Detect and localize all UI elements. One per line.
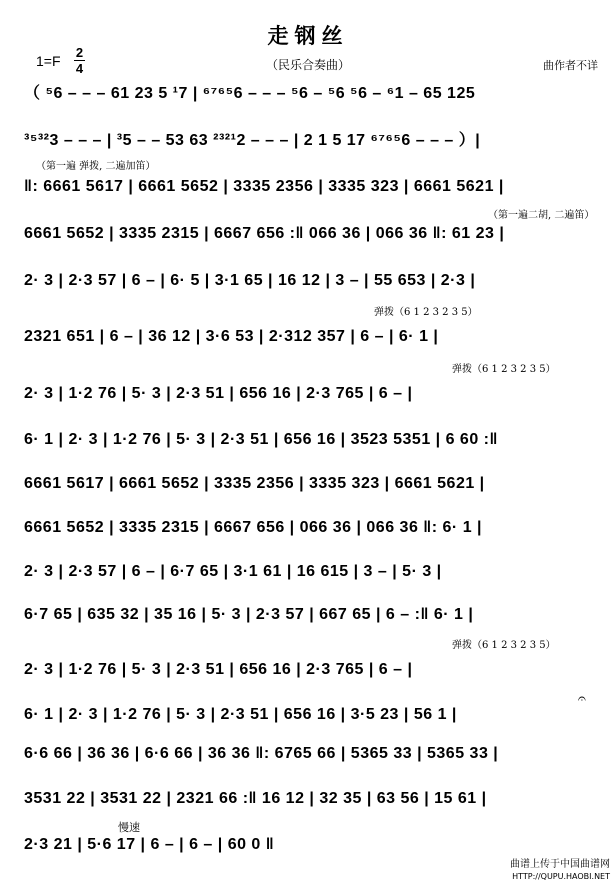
subtitle: （民乐合奏曲） <box>265 58 350 72</box>
meter-bottom: 4 <box>75 61 84 76</box>
key-signature: 1=F <box>36 53 61 69</box>
score-line-8: 6· 1 | 2· 3 | 1·2 76 | 5· 3 | 2·3 51 | 656 16 | 3523 5351 | 6 60 :‖ <box>24 431 498 448</box>
score-line-5: 2· 3 | 2·3 57 | 6 – | 6· 5 | 3·1 65 | 16 12 | 3 – | 55 653 | 2·3 | <box>24 272 476 289</box>
score-line-17: 2·3 21 | 5·6 17 | 6 – | 6 – | 60 0 ‖ <box>24 836 275 853</box>
score-line-14: 6· 1 | 2· 3 | 1·2 76 | 5· 3 | 2·3 51 | 656 16 | 3·5 23 | 56 1 | <box>24 706 457 723</box>
score-line-13: 2· 3 | 1·2 76 | 5· 3 | 2·3 51 | 656 16 | 2·3 765 | 6 – | <box>24 661 413 678</box>
annotation-plucked-2: 弹拨（6 1 2 3 2 3 5） <box>452 364 556 375</box>
score-line-1: （ ⁵6 – – – 61 23 5 ¹7 | ⁶⁷⁶⁵6 – – – ⁵6 – ⁵6 ⁵6 – ⁶1 – 65 125 <box>24 85 476 102</box>
annotation-erhu-flute: （第一遍二胡, 二遍笛） <box>488 210 595 221</box>
score-line-16: 3531 22 | 3531 22 | 2321 66 :‖ 16 12 | 32 35 | 63 56 | 15 61 | <box>24 790 487 807</box>
score-line-2: ³⁵³²3 – – – | ³5 – – 53 63 ²³²¹2 – – – | 2 1 5 17 ⁶⁷⁶⁵6 – – – ）| <box>24 132 481 149</box>
composer-credit: 曲作者不详 <box>543 59 598 72</box>
watermark-line1: 曲谱上传于中国曲谱网 <box>510 859 610 870</box>
annotation-plucked-3: 弹拨（6 1 2 3 2 3 5） <box>452 640 556 651</box>
tempo-mark: 慢速 <box>118 821 140 834</box>
fermata-icon: 𝄐 <box>578 690 586 706</box>
annotation-plucked-1: 弹拨（6 1 2 3 2 3 5） <box>374 307 478 318</box>
score-line-10: 6661 5652 | 3335 2315 | 6667 656 | 066 36 | 066 36 ‖: 6· 1 | <box>24 519 483 536</box>
score-line-11: 2· 3 | 2·3 57 | 6 – | 6·7 65 | 3·1 61 | 16 615 | 3 – | 5· 3 | <box>24 563 442 580</box>
page-title: 走钢丝 <box>267 23 349 48</box>
score-line-15: 6·6 66 | 36 36 | 6·6 66 | 36 36 ‖: 6765 66 | 5365 33 | 5365 33 | <box>24 745 499 762</box>
watermark-line2: HTTP://QUPU.HAOBI.NET <box>512 872 610 881</box>
score-line-7: 2· 3 | 1·2 76 | 5· 3 | 2·3 51 | 656 16 | 2·3 765 | 6 – | <box>24 385 413 402</box>
score-line-12: 6·7 65 | 635 32 | 35 16 | 5· 3 | 2·3 57 | 667 65 | 6 – :‖ 6· 1 | <box>24 606 474 623</box>
score-line-4: 6661 5652 | 3335 2315 | 6667 656 :‖ 066 36 | 066 36 ‖: 61 23 | <box>24 225 505 242</box>
meter-top: 2 <box>75 45 84 60</box>
annotation-first-pass: （第一遍 弹拨, 二遍加笛） <box>36 161 156 172</box>
watermark <box>510 859 610 883</box>
score-line-6: 2321 651 | 6 – | 36 12 | 3·6 53 | 2·312 357 | 6 – | 6· 1 | <box>24 328 439 345</box>
score-line-3: ‖: 6661 5617 | 6661 5652 | 3335 2356 | 3335 323 | 6661 5621 | <box>24 178 504 195</box>
score-line-9: 6661 5617 | 6661 5652 | 3335 2356 | 3335 323 | 6661 5621 | <box>24 475 485 492</box>
